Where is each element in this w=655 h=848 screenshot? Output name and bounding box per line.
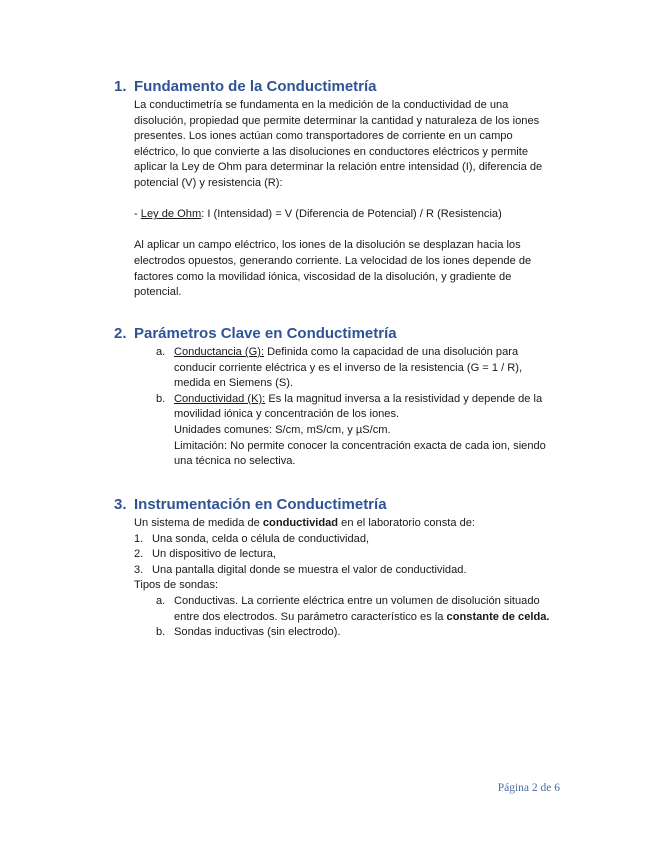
probe-item-inductivas: b. Sondas inductivas (sin electrodo).: [156, 626, 341, 639]
section-3-heading: 3. Instrumentación en Conductimetría: [114, 496, 387, 513]
ohm-law-line: - Ley de Ohm: I (Intensidad) = V (Diferencia de Potencial) / R (Resistencia): [134, 208, 502, 221]
parameter-description: Definida como la capacidad de una disolución para conducir corriente eléctrica y es el inverso de la resistencia (G = 1 / R), medida en Siemens (S).: [174, 346, 523, 390]
page-number: Página 2 de 6: [497, 782, 560, 794]
section-2-body: [134, 345, 560, 470]
parameter-term: Conductancia (G):: [174, 346, 265, 358]
component-item: 2. Un dispositivo de lectura,: [134, 548, 276, 561]
section-2-title: Parámetros Clave en Conductimetría: [134, 325, 397, 342]
parameter-description: Es la magnitud inversa a la resistividad y depende de la movilidad iónica y concentración de los iones.: [174, 392, 543, 421]
section-fundamento: [114, 78, 560, 301]
parameter-limitation: Limitación: No permite conocer la concentración exacta de cada ion, siendo una técnica no selectiva.: [174, 439, 546, 468]
section-3-body: [134, 516, 560, 641]
section-parametros: [114, 325, 560, 470]
parameters-list: [134, 345, 560, 470]
components-list: [134, 532, 560, 579]
section-1-heading: 1. Fundamento de la Conductimetría: [114, 78, 377, 95]
section-1-paragraph-2: Al aplicar un campo eléctrico, los iones de la disolución se desplazan hacia los electrodos opuestos, generando corriente. La velocidad de los iones depende de factores como la movilidad iónica, viscosidad de la disolución, y gradiente de potencial.: [134, 239, 532, 299]
section-1-body: [134, 98, 560, 301]
parameter-item-conductancia: a. Conductancia (G): Definida como la capacidad de una disolución para conducir corriente eléctrica y es el inverso de la resistencia (G = 1 / R), medida en Siemens (S).: [156, 346, 523, 390]
parameter-item-conductividad: b. Conductividad (K): Es la magnitud inversa a la resistividad y depende de la movilidad iónica y concentración de los iones. Unidades comunes: S/cm, mS/cm, y µS/cm. Limitación: No permite conocer la concentración exacta de cada ion, siendo una técnica no selectiva.: [134, 392, 560, 470]
probe-types-label: Tipos de sondas:: [134, 579, 219, 592]
ohm-law-term: Ley de Ohm: [140, 208, 202, 221]
parameter-term: Conductividad (K):: [174, 392, 266, 405]
instrument-intro: Un sistema de medida de conductividad en el laboratorio consta de:: [134, 517, 476, 529]
component-item: 1. Una sonda, celda o célula de conductividad,: [134, 532, 370, 545]
ohm-law-formula: : I (Intensidad) = V (Diferencia de Potencial) / R (Resistencia): [201, 208, 502, 221]
section-1-paragraph-1: La conductimetría se fundamenta en la medición de la conductividad de una disolución, propiedad que permite determinar la cantidad y naturaleza de los iones presentes. Los iones actúan como transportadores de corriente en un campo eléctrico, lo que convierte a las disoluciones en conductores eléctricos y permite aplicar la Ley de Ohm para determinar la relación entre intensidad (I), diferencia de potencial (V) y resistencia (R):: [134, 99, 543, 189]
section-instrumentacion: [114, 496, 560, 641]
parameter-units: Unidades comunes: S/cm, mS/cm, y µS/cm.: [174, 423, 391, 436]
section-1-title: Fundamento de la Conductimetría: [134, 78, 377, 95]
section-3-title: Instrumentación en Conductimetría: [134, 496, 387, 513]
probe-item-conductivas: a. Conductivas. La corriente eléctrica entre un volumen de disolución situado entre dos electrodos. Su parámetro característico es la constante de celda.: [156, 594, 550, 623]
section-2-heading: 2. Parámetros Clave en Conductimetría: [114, 325, 397, 342]
component-item: 3. Una pantalla digital donde se muestra el valor de conductividad.: [134, 563, 467, 576]
probe-types-list: [134, 594, 560, 641]
